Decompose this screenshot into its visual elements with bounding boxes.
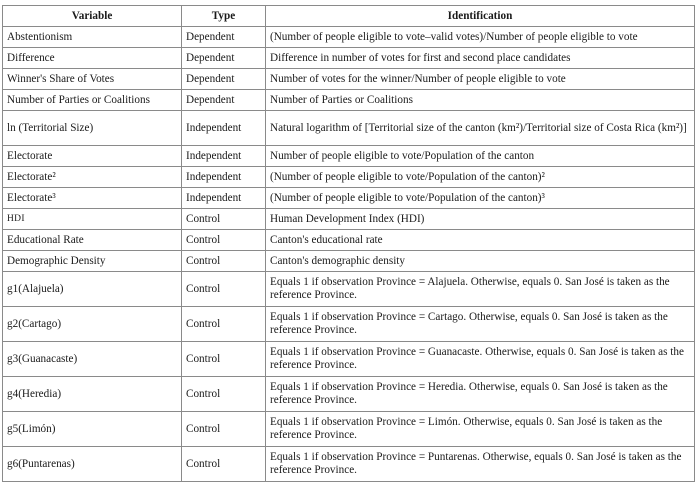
header-type: Type [182, 6, 266, 27]
cell-identification: Canton's demographic density [266, 251, 695, 272]
cell-variable: g5(Limón) [3, 412, 182, 447]
table-row [3, 69, 695, 90]
header-variable: Variable [3, 6, 182, 27]
cell-identification: Equals 1 if observation Province = Limón. Otherwise, equals 0. San José is taken as the reference Province. [266, 412, 695, 447]
cell-type: Control [182, 412, 266, 447]
cell-variable: Electorate³ [3, 188, 182, 209]
cell-type: Control [182, 230, 266, 251]
cell-type: Independent [182, 146, 266, 167]
table-row [3, 27, 695, 48]
cell-identification: Equals 1 if observation Province = Alajuela. Otherwise, equals 0. San José is taken as the reference Province. [266, 272, 695, 307]
cell-variable: g1(Alajuela) [3, 272, 182, 307]
cell-type: Independent [182, 111, 266, 146]
cell-identification: Equals 1 if observation Province = Guanacaste. Otherwise, equals 0. San José is taken as the reference Province. [266, 342, 695, 377]
cell-type: Independent [182, 167, 266, 188]
table-row [3, 167, 695, 188]
cell-identification: Human Development Index (HDI) [266, 209, 695, 230]
cell-identification: Canton's educational rate [266, 230, 695, 251]
cell-variable: Winner's Share of Votes [3, 69, 182, 90]
cell-identification: Number of votes for the winner/Number of people eligible to vote [266, 69, 695, 90]
table-row [3, 90, 695, 111]
cell-variable: g2(Cartago) [3, 307, 182, 342]
cell-identification: Equals 1 if observation Province = Heredia. Otherwise, equals 0. San José is taken as the reference Province. [266, 377, 695, 412]
table-row [3, 146, 695, 167]
variables-table [2, 5, 695, 482]
cell-type: Control [182, 447, 266, 482]
cell-type: Independent [182, 188, 266, 209]
cell-identification: Difference in number of votes for first and second place candidates [266, 48, 695, 69]
cell-variable: Difference [3, 48, 182, 69]
table-row [3, 230, 695, 251]
cell-variable: Demographic Density [3, 251, 182, 272]
header-identification: Identification [266, 6, 695, 27]
table-row [3, 307, 695, 342]
table-row [3, 251, 695, 272]
cell-variable: Educational Rate [3, 230, 182, 251]
cell-identification: (Number of people eligible to vote/Population of the canton)² [266, 167, 695, 188]
cell-variable: g6(Puntarenas) [3, 447, 182, 482]
cell-variable: Electorate² [3, 167, 182, 188]
table-row [3, 342, 695, 377]
cell-type: Dependent [182, 48, 266, 69]
cell-variable: g4(Heredia) [3, 377, 182, 412]
cell-type: Control [182, 307, 266, 342]
cell-variable: g3(Guanacaste) [3, 342, 182, 377]
table-row [3, 209, 695, 230]
table-row [3, 111, 695, 146]
cell-type: Control [182, 377, 266, 412]
table-header-row [3, 6, 695, 27]
table-row [3, 48, 695, 69]
cell-type: Control [182, 342, 266, 377]
cell-identification: Number of people eligible to vote/Population of the canton [266, 146, 695, 167]
table-row [3, 188, 695, 209]
cell-identification: Equals 1 if observation Province = Puntarenas. Otherwise, equals 0. San José is taken as the reference Province. [266, 447, 695, 482]
cell-variable: HDI [3, 209, 182, 230]
cell-type: Dependent [182, 90, 266, 111]
table-row [3, 272, 695, 307]
cell-identification: Natural logarithm of [Territorial size of the canton (km²)/Territorial size of Costa Rica (km²)] [266, 111, 695, 146]
cell-type: Dependent [182, 27, 266, 48]
table-row [3, 377, 695, 412]
cell-type: Control [182, 272, 266, 307]
cell-identification: (Number of people eligible to vote–valid votes)/Number of people eligible to vote [266, 27, 695, 48]
cell-variable: Electorate [3, 146, 182, 167]
cell-identification: Number of Parties or Coalitions [266, 90, 695, 111]
cell-type: Control [182, 251, 266, 272]
cell-type: Dependent [182, 69, 266, 90]
cell-variable: Number of Parties or Coalitions [3, 90, 182, 111]
cell-identification: Equals 1 if observation Province = Cartago. Otherwise, equals 0. San José is taken as the reference Province. [266, 307, 695, 342]
cell-identification: (Number of people eligible to vote/Population of the canton)³ [266, 188, 695, 209]
table-row [3, 412, 695, 447]
table-row [3, 447, 695, 482]
cell-variable: ln (Territorial Size) [3, 111, 182, 146]
cell-type: Control [182, 209, 266, 230]
cell-variable: Abstentionism [3, 27, 182, 48]
